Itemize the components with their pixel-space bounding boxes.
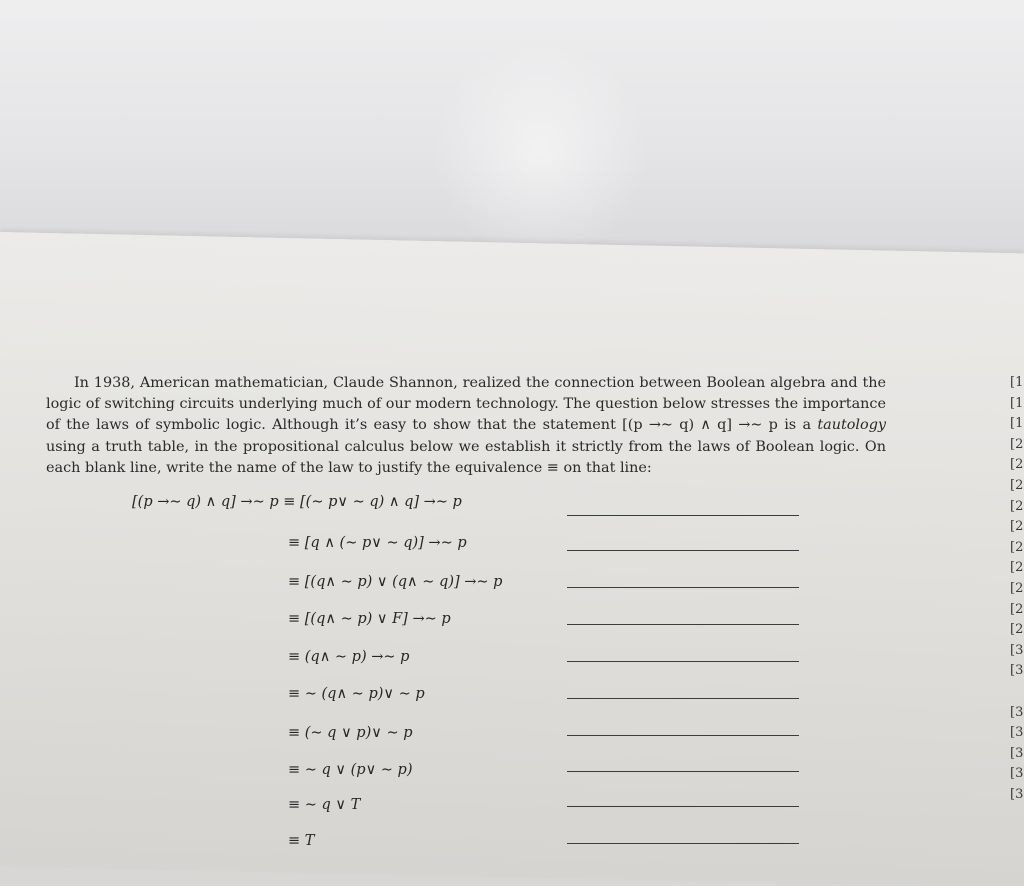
answer-blank-line[interactable] — [567, 806, 799, 807]
answer-blank-line[interactable] — [567, 771, 799, 772]
step-expression: [q ∧ (∼ p∨ ∼ q)] →∼ p — [300, 535, 467, 551]
step-expression: [(q∧ ∼ p) ∨ F] →∼ p — [300, 611, 451, 627]
proof-step — [288, 686, 425, 702]
step-equivalence: ≡ — [288, 611, 301, 627]
step-equivalence: ≡ — [288, 797, 301, 813]
margin-mark: [3 — [1010, 704, 1024, 720]
answer-blank-line[interactable] — [567, 624, 799, 625]
step-equivalence: ≡ — [288, 725, 301, 741]
step-equivalence: ≡ — [288, 762, 301, 778]
margin-mark: [2 — [1010, 560, 1024, 576]
step-expression: ∼ q ∨ (p∨ ∼ p) — [300, 762, 413, 778]
proof-step — [288, 725, 413, 741]
step-expression: [(q∧ ∼ p) ∨ (q∧ ∼ q)] →∼ p — [300, 574, 503, 590]
margin-mark: [2 — [1010, 622, 1024, 638]
step-expression: T — [300, 833, 315, 849]
step-expression: ∼ (q∧ ∼ p)∨ ∼ p — [300, 686, 425, 702]
step-expression: [(∼ p∨ ∼ q) ∧ q] →∼ p — [295, 494, 462, 510]
answer-blank-line[interactable] — [567, 843, 799, 844]
tautology-term: tautology — [817, 417, 887, 434]
step-equivalence: ≡ — [288, 649, 301, 665]
intro-line-1: In 1938, American mathematician, Claude Shannon, realized the connection between Boolean algebra and — [74, 375, 858, 391]
margin-mark: [2 — [1010, 601, 1024, 617]
margin-mark: [3 — [1010, 642, 1024, 658]
step-equivalence: [(p →∼ q) ∧ q] →∼ p ≡ — [132, 494, 296, 510]
step-equivalence: ≡ — [288, 535, 301, 551]
statement-formula: [(p →∼ q) ∧ q] →∼ p — [622, 417, 778, 434]
proof-step — [288, 611, 451, 627]
answer-blank-line[interactable] — [567, 735, 799, 736]
margin-mark: [3 — [1010, 745, 1024, 761]
answer-blank-line[interactable] — [567, 698, 799, 699]
margin-mark: [2 — [1010, 477, 1024, 493]
intro-line-4b: using a truth table, in the propositional calculus below we establish it strictly from the laws of — [46, 438, 750, 455]
margin-mark: [3 — [1010, 786, 1024, 802]
answer-blank-line[interactable] — [567, 661, 799, 662]
proof-step — [288, 535, 467, 551]
margin-mark: [2 — [1010, 457, 1024, 473]
margin-mark: [2 — [1010, 580, 1024, 596]
proof-step — [288, 797, 360, 813]
step-expression: ∼ q ∨ T — [300, 797, 361, 813]
answer-blank-line[interactable] — [567, 587, 799, 588]
answer-blank-line[interactable] — [567, 515, 799, 516]
margin-mark: [2 — [1010, 519, 1024, 535]
answer-blank-line[interactable] — [567, 550, 799, 551]
margin-mark: [3 — [1010, 766, 1024, 782]
step-expression: (q∧ ∼ p) →∼ p — [300, 649, 410, 665]
intro-line-5: Boolean logic. On each blank line, write the name of the law to justify the equivalence ≡ on that line: — [46, 438, 886, 476]
margin-mark: [1 — [1010, 395, 1024, 411]
proof-step — [288, 574, 502, 590]
proof-step — [132, 494, 462, 510]
margin-mark: [3 — [1010, 725, 1024, 741]
intro-line-2: the logic of switching circuits underlying much of our modern technology. The question below stresses the — [46, 375, 887, 413]
step-equivalence: ≡ — [288, 574, 301, 590]
margin-mark: [1 — [1010, 416, 1024, 432]
step-expression: (∼ q ∨ p)∨ ∼ p — [300, 725, 413, 741]
margin-mark: [2 — [1010, 498, 1024, 514]
margin-mark: [2 — [1010, 436, 1024, 452]
margin-mark: [2 — [1010, 539, 1024, 555]
proof-step — [288, 762, 413, 778]
intro-line-3: importance of the laws of symbolic logic. Although it’s easy to show that the statement — [46, 396, 886, 434]
intro-line-4a: is a — [784, 417, 818, 434]
proof-step — [288, 833, 314, 849]
margin-mark: [3 — [1010, 663, 1024, 679]
step-equivalence: ≡ — [288, 833, 301, 849]
margin-mark: [1 — [1010, 375, 1024, 390]
proof-step — [288, 649, 409, 665]
step-equivalence: ≡ — [288, 686, 301, 702]
